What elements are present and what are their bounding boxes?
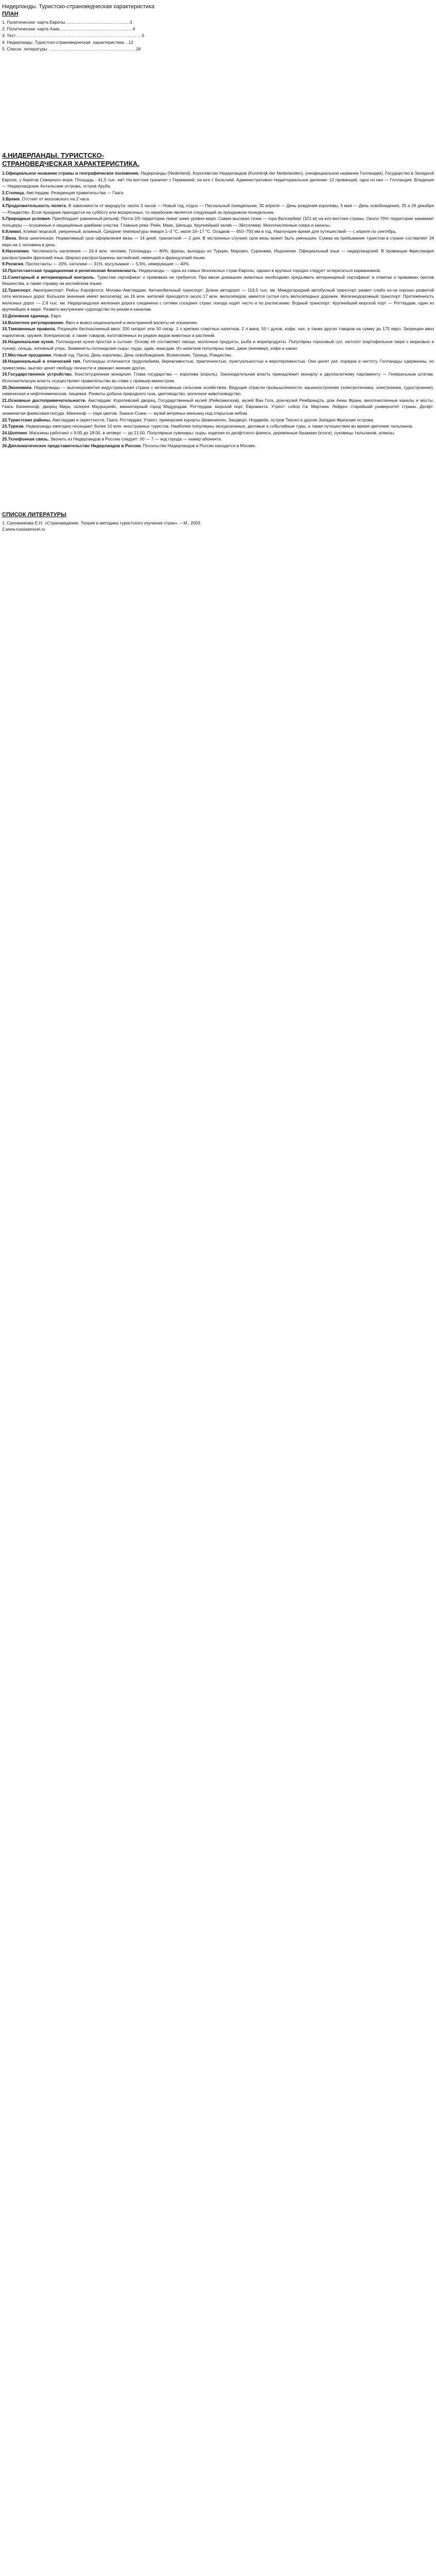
section-paragraph	[2, 287, 434, 313]
section-paragraph	[2, 215, 434, 228]
paragraph-text: Конституционная монархия. Глава государства — королева (король). Законодательная власть принадлежит монарху и двухпалатному парламенту — Генеральным штатам. Исполнительную власть осуществляет правительство во главе с премьер-министром.	[2, 371, 434, 383]
paragraph-lead: 21.Основные достопримечательности.	[2, 397, 86, 403]
paragraph-lead: 20.Экономика.	[2, 384, 33, 390]
section-paragraph	[2, 397, 434, 417]
toc-item: 3. Тест…………………………………………………………………………….5	[2, 33, 145, 38]
section-paragraph	[2, 436, 434, 443]
section-title: 4.НИДЕРЛАНДЫ. ТУРИСТСКО-СТРАНОВЕДЧЕСКАЯ ХАРАКТЕРИСТИКА.	[2, 151, 139, 167]
section-paragraph	[2, 371, 434, 384]
section-paragraph	[2, 417, 434, 423]
section-paragraph	[2, 313, 434, 319]
paragraph-text: Амстердам и окрестности, Гаага, Роттердам, Утрехт, приморские курорты Шевенинген, Зандворт, Нордвейк, остров Тексел и другие Западно-Фризские острова.	[51, 417, 374, 422]
paragraph-lead: 8.Население.	[2, 248, 30, 254]
section-paragraph	[2, 190, 434, 196]
paragraph-lead: 17.Местные праздники.	[2, 352, 53, 358]
toc-item: 4. Нидерланды. Туристско-страноведческая характеристика…12	[2, 40, 133, 45]
paragraph-lead: 22.Туристские районы.	[2, 417, 51, 422]
paragraph-text: Магазины работают с 9:00 до 18:00, в четверг — до 21:00. Популярные сувениры: сыры, изделия из делфтского фаянса, деревянные башмаки (клоги), луковицы тюльпанов, алмазы.	[28, 430, 395, 435]
section-paragraph	[2, 384, 434, 397]
section-paragraph	[2, 338, 434, 351]
paragraph-lead: 11.Санитарный и ветеринарный контроль.	[2, 274, 95, 280]
toc-item: 2. Политическая карта Азии……………………………………………4	[2, 26, 135, 31]
paragraph-lead: 2.Столица.	[2, 190, 25, 195]
paragraph-lead: 26.Дипломатическое представительство Нидерландов в России.	[2, 443, 142, 448]
reference-item: 1. Сапожникова Е.Н. «Страноведение. Теория и методика туристского изучения стран». – М., 2003.	[2, 520, 202, 526]
paragraph-text: Туристам сертификат о прививках не требуется. При ввозе домашних животных необходимо предъявить ветеринарный сертификат и отметки о прививках против бешенства, а также справку на английском языке.	[2, 274, 434, 286]
paragraph-text: Звонить из Нидерландов в Россию следует: 00 — 7 — код города — номер абонента.	[49, 436, 222, 442]
paragraph-lead: 24.Шоппинг.	[2, 430, 28, 435]
table-of-contents	[2, 19, 434, 53]
paragraph-text: Новый год, Пасха, День королевы, День освобождения, Вознесение, Троица, Рождество.	[52, 352, 233, 358]
paragraph-lead: 14.Валютное регулирование.	[2, 319, 65, 325]
paragraph-text: Нидерланды — высокоразвитая индустриальная страна с интенсивным сельским хозяйством. Ведущие отрасли промышленности: машиностроение (электротехника, электроника, судостроение), химическая и нефтехимическая, пищевая. Развиты добыча природного газа, цветоводство, молочное животноводство.	[2, 384, 434, 397]
references-title: СПИСОК ЛИТЕРАТУРЫ	[2, 511, 66, 518]
paragraph-lead: 4.Продолжительность полета.	[2, 202, 67, 208]
paragraph-lead: 6.Климат.	[2, 229, 22, 234]
paragraph-text: Преобладает равнинный рельеф. Почти 2/5 территории лежат ниже уровня моря. Самая высокая точка — гора Валсерберг (321 м) на юго-востоке страны. Около 70% территории занимают польдеры — осушенные и защищённые дамбами участки. Главные реки: Рейн, Маас, Шельда. Крупнейший залив — Эйсселмер. Многочисленные озера и каналы.	[2, 216, 434, 228]
paragraph-lead: 10.Протестантская традиционная и религиозная безопасность.	[2, 267, 138, 273]
section-paragraph	[2, 352, 434, 359]
paragraph-lead: 18.Национальный и этнический тип.	[2, 359, 81, 364]
paragraph-lead: 7.Виза.	[2, 235, 18, 241]
paragraph-text: Посольство Нидерландов в России находится в Москве.	[142, 443, 256, 448]
paragraph-lead: 1.Официальное название страны и географическое положение.	[2, 171, 140, 176]
paragraph-text: Отстает от московского на 2 часа.	[21, 196, 91, 202]
paragraph-text: Амстердам: Королевский дворец, Государственный музей (Рейксмюсеум), музей Ван Гога, дом-музей Рембрандта, дом Анны Франк, многочисленные каналы и мосты. Гаага: Бинненхоф, дворец Мира, галерея Маурицхейс, миниатюрный город Мадуродам. Роттердам: морской порт, Евромачта. Утрехт: собор Св. Мартина. Лейден: старейший университет страны. Делфт: знаменитая фаянсовая посуда. Кёкенхоф — парк цветов. Заансе-Сханс — музей ветряных мельниц под открытым небом.	[2, 397, 434, 416]
section-paragraph	[2, 267, 434, 274]
plan-title: ПЛАН	[2, 11, 19, 17]
paragraph-text: Климат морской, умеренный, влажный. Средние температуры января 1–3 °C, июля 16–17 °C. Осадков — 650–750 мм в год. Наилучшее время для путешествий — с апреля по сентябрь.	[22, 229, 397, 234]
paragraph-text: Голландская кухня простая и сытная. Основу её составляют овощи, молочные продукты, рыба и морепродукты. Популярны гороховый суп, хютспот (картофельное пюре с морковью и луком), сельдь, копчёный угорь. Знамениты голландские сыры: гауда, эдам, маасдам. Из напитков популярны пиво, джин (женевер), кофе и какао.	[2, 339, 434, 351]
section-paragraph	[2, 430, 434, 436]
paragraph-text: Ввоз и вывоз национальной и иностранной валюты не ограничен.	[64, 319, 198, 325]
paragraph-text: Голландцы отличаются трудолюбием, бережливостью, практичностью, пунктуальностью и веротерпимостью. Они ценят уют, порядок и чистоту. Голландцы сдержанны, но приветливы, высоко ценят свободу личности и уважают мнение других.	[2, 359, 434, 370]
section-paragraph	[2, 248, 434, 261]
section-paragraph	[2, 235, 434, 248]
paragraph-text: Евро.	[49, 313, 62, 319]
paragraph-text: Нидерланды — одна из самых безопасных стран Европы, однако в крупных городах следует остерегаться карманников.	[137, 267, 381, 273]
paragraph-lead: 13.Денежная единица.	[2, 313, 50, 319]
paragraph-text: Амстердам. Резиденция правительства — Гаага.	[25, 190, 125, 195]
paragraph-lead: 3.Время.	[2, 196, 21, 202]
paragraph-lead: 19.Государственное устройство.	[2, 371, 73, 377]
section-paragraph	[2, 443, 434, 449]
paragraph-text: Авиатранспорт: Рейсы Аэрофлота: Москва–Амстердам. Автомобильный транспорт: Длина автодорог — 116,5 тыс. км. Междугородний автобусный транспорт развит слабо из-за хорошо развитой сети железных дорог. Большое значение имеет велосипед: на 16 млн. жителей приходится около 17 млн. велосипедов, имеется густая сеть велосипедных дорожек. Железнодорожный транспорт: Протяжённость железных дорог — 2,8 тыс. км. Нидерландская железная дорога соединена с сетями соседних стран; поезда ходят часто и по расписанию. Водный транспорт: Крупнейший морской порт — Роттердам, один из крупнейших в мире. Развито внутреннее судоходство по рекам и каналам.	[2, 287, 434, 312]
paragraph-lead: 25.Телефонная связь.	[2, 436, 49, 442]
section-paragraph	[2, 319, 434, 326]
document-title: Нидерланды. Туристско-страноведческая характеристика	[2, 4, 155, 10]
reference-item: 2.www.russiastravel.ru	[2, 527, 45, 532]
section-paragraph	[2, 358, 434, 371]
paragraph-text: Численность населения — 16,4 млн. человек. Голландцы — 80%, фризы, выходцы из Турции, Марокко, Суринама, Индонезии. Официальный язык — нидерландский. В провинции Фрисландия распространён фризский язык. Широко распространены английский, немецкий и французский языки.	[2, 248, 434, 260]
paragraph-lead: 9.Религия.	[2, 261, 25, 267]
paragraph-lead: 5.Природные условия.	[2, 216, 51, 222]
section-paragraph	[2, 196, 434, 202]
section-paragraph	[2, 170, 434, 190]
paragraph-text: В зависимости от маршрута: около 3 часов — Новый год, отдых — Пасхальный понедельник, 30 апреля — День рождения королевы, 5 мая — День освобождения, 25 и 26 декабря — Рождество. Если праздник приходится на субботу или воскресенье, то нерабочим является следующий за праздником понедельник.	[2, 202, 434, 215]
section-paragraph	[2, 261, 434, 267]
spacer	[2, 449, 434, 511]
paragraph-text: Протестанты — 20%, католики — 31%, мусульмане — 5,5%, неверующие — 40%.	[24, 261, 190, 267]
toc-item: 5. Список литературы ……………………………………………………18	[2, 46, 141, 52]
section-paragraph	[2, 326, 434, 338]
paragraph-text: Нидерланды ежегодно посещают более 10 млн. иностранных туристов. Наиболее популярны экскурсионные, деловые и событийные туры, а также путешествия во время цветения тюльпанов.	[24, 423, 413, 429]
section-paragraph	[2, 228, 434, 235]
section-body	[2, 170, 434, 449]
spacer	[2, 53, 434, 151]
toc-item: 1. Политическая карта Европы………………………………………3	[2, 20, 132, 25]
paragraph-text: Виза шенгенская. Нормативный срок оформления визы — 14 дней, транзитной — 2 дня. В экстренных случаях срок визы может быть уменьшен. Сумма на пребывание туристом в стране составляет 34 евро на 1 человека в день.	[2, 235, 434, 247]
paragraph-lead: 12.Транспорт.	[2, 287, 31, 293]
paragraph-lead: 15.Таможенные правила.	[2, 326, 56, 332]
section-paragraph	[2, 274, 434, 287]
section-paragraph	[2, 202, 434, 215]
paragraph-lead: 16.Национальная кухня.	[2, 339, 55, 345]
paragraph-text: Разрешён беспошлинный ввоз: 200 сигарет или 50 сигар, 1 л крепких спиртных напитков, 2 л вина, 50 г духов, кофе, чая, а также других товаров на сумму до 175 евро. Запрещен ввоз наркотиков, оружия, боеприпасов, а также товаров, изготовленных из редких видов животных и растений.	[2, 326, 434, 338]
section-paragraph	[2, 423, 434, 430]
paragraph-lead: 23.Туризм.	[2, 423, 25, 429]
paragraph-text: Нидерланды (Nederland), Королевство Нидерландов (Koninkrijk der Nederlanden), (неофициальное название Голландия). Государство в Западной Европе, у берегов Северного моря. Площадь - 41,5 тыс. км²; На востоке граничит с Германией, на юге с Бельгией. Административно-территориальное деление: 12 провинций, одна из них — Голландия. Владения — Нидерландские Антильские острова, остров Аруба.	[2, 171, 434, 189]
